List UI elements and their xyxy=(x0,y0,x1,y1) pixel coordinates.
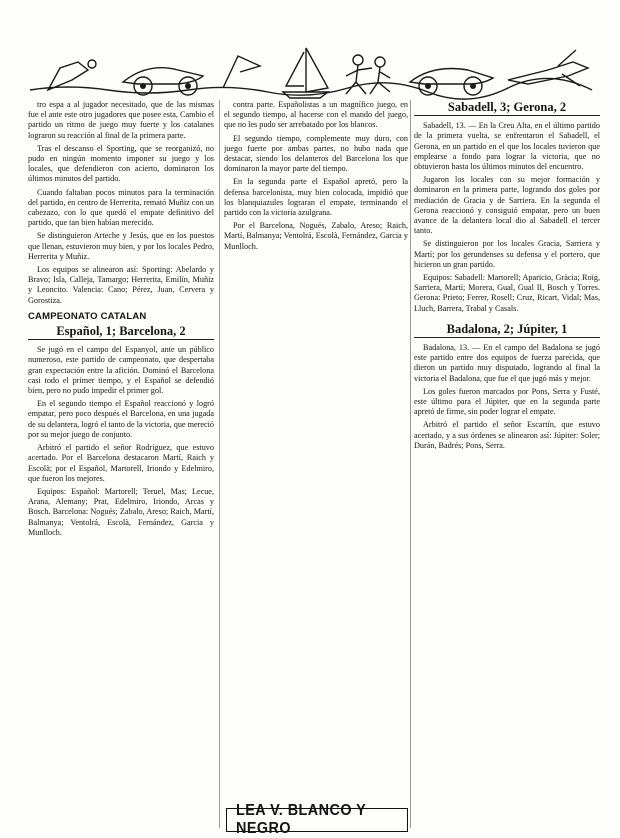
paragraph: Sabadell, 13. — En la Creu Alta, en el último partido de la primera vuelta, se enfrentaron el Sabadell, el Gerona, en un partido en el que los locales tuvieron que emplearse a fondo para lograr la victoria, que no obtuvieron hasta los últimos minutos del encuentro. xyxy=(414,121,600,172)
paragraph: Badalona, 13. — En el campo del Badalona se jugó este partido entre dos equipos de fuerza parecida, que dieron un partido muy disputado, logrando al final la victoria el Badalona, que fue el que jugó más y mejor. xyxy=(414,343,600,383)
paragraph: Equipos: Español: Martorell; Teruel, Mas; Lecue, Arana, Alemany; Prat, Edelmiro, Iriondo, Arcas y Bosch. Barcelona: Nogués; Zabalo, Areso; Raich, Martí, Balmanya; Ventolrá, Escolà, Fernández, Garcia y Munlloch. xyxy=(28,486,214,537)
paragraph: Jugaron los locales con su mejor formación y dominaron en la primera parte, logrando dos goles por mediación de Gracia y de Sarriera. En la segunda el Gerona reaccionó y consiguió empatar, pero un buen avance de la delantera local dio al Sabadell el tercer tanto. xyxy=(414,175,600,236)
paragraph: Por el Barcelona, Nogués, Zabalo, Areso; Raich, Martí, Balmanya; Ventolrá, Escolà, Fernández, Garcia y Munlloch. xyxy=(224,221,408,251)
paragraph: El segundo tiempo, complemente muy duro, con juego fuerte por ambas partes, no hubo nada que destacar, siendo los delanteros del Barcelona los que dominaron la mayor parte del tiempo. xyxy=(224,133,408,174)
paragraph: Los equipos se alinearon así: Sporting: Abelardo y Bravo; Isla, Calleja, Tamargo; Herrerita, Emilín, Muñiz y Leoncito. Valencia: Cano; Pérez, Juan, Cervera y Gorostiza. xyxy=(28,265,214,305)
paragraph: Se jugó en el campo del Espanyol, ante un público numeroso, este partido de campeonato, que despertaba gran expectación entre la afición. Dominó el Barcelona casi todo el primer tiempo, y el Español se defendió bien, pero no pudo impedir el primer gol. xyxy=(28,345,214,396)
sports-banner-illustration xyxy=(28,40,594,104)
paragraph: contra parte. Españolistas a un magnífico juego, en el segundo tiempo, al hacerse con el mando del juego, que no les pudo ser arrebatado por los blancos. xyxy=(224,100,408,130)
paragraph: En el segundo tiempo el Español reaccionó y logró empatar, pero poco después el Barcelona, en una jugada de su delantera, logró el tanto de la victoria, que mereció por su mejor juego de conjunto. xyxy=(28,399,214,439)
paragraph: Tras el descanso el Sporting, que se reorganizó, no pudo en ningún momento imponer su juego y los locales, que defendieron con acierto, dominaron los últimos minutos del partido. xyxy=(28,143,214,184)
paragraph: Se distinguieron Arteche y Jesús, que en los puestos que llenan, estuvieron muy bien, y por los locales Pedro, Herrerita y Muñiz. xyxy=(28,231,214,261)
column-left xyxy=(28,100,214,830)
advertisement-text: LEA V. BLANCO Y NEGRO xyxy=(236,802,366,837)
paragraph: Se distinguieron por los locales Gracia, Sarriera y Martí; por los gerundenses su defensa y el portero, que hicieron un gran partido. xyxy=(414,239,600,269)
paragraph: Equipos: Sabadell: Martorell; Aparicio, Gràcia; Roig, Sarriera, Martí; Morera, Gual, Gual II, Bosch y Torres. Gerona: Prieto; Ferrer, Rosell; Cruz, Ricart, Vidal; Mas, Lluch, Barrera, Trabal y Casals. xyxy=(414,273,600,313)
match-headline: Sabadell, 3; Gerona, 2 xyxy=(414,102,600,116)
column-right xyxy=(414,100,600,830)
column-divider xyxy=(410,100,411,828)
advertisement-box xyxy=(226,802,408,837)
paragraph: Los goles fueron marcados por Pons, Serra y Fusté, este último para el Júpiter, que en la segunda parte apretó de firme, sin poder lograr el empate. xyxy=(414,386,600,417)
paragraph: En la segunda parte el Español apretó, pero la defensa barcelonista, muy bien colocada, impidió que los blanquiazules lograran el empate, terminando el partido con la victoria azulgrana. xyxy=(224,177,408,218)
paragraph: Cuando faltaban pocos minutos para la terminación del partido, en centro de Herrerita, remató Muñiz con un cabezazo, con lo que quedó el empate definitivo del partido, que tan bien habían merecido. xyxy=(28,187,214,228)
column-middle xyxy=(224,100,408,800)
match-headline: Badalona, 2; Júpiter, 1 xyxy=(414,324,600,338)
section-title: CAMPEONATO CATALAN xyxy=(28,310,147,322)
paragraph: Arbitró el partido el señor Escartín, que estuvo acertado, y a sus órdenes se alinearon así: Júpiter: Soler; Durán, Badrés; Pons, Serra. xyxy=(414,420,600,450)
column-divider xyxy=(219,100,220,828)
paragraph: Arbitró el partido el señor Rodríguez, que estuvo acertado. Por el Barcelona destacaron Martí, Raich y Escolà; por el Español, Martorell, Iriondo y Edelmiro, que fueron los mejores. xyxy=(28,443,214,483)
match-headline: Español, 1; Barcelona, 2 xyxy=(28,326,214,340)
paragraph: tro espa a al jugador necesitado, que de las mismas fue el ante este otro jugadores que posee esta, Cambio el partido un ritmo de juego muy fuerte y los catalanes lograron su reacción al final de la primera parte. xyxy=(28,100,214,140)
